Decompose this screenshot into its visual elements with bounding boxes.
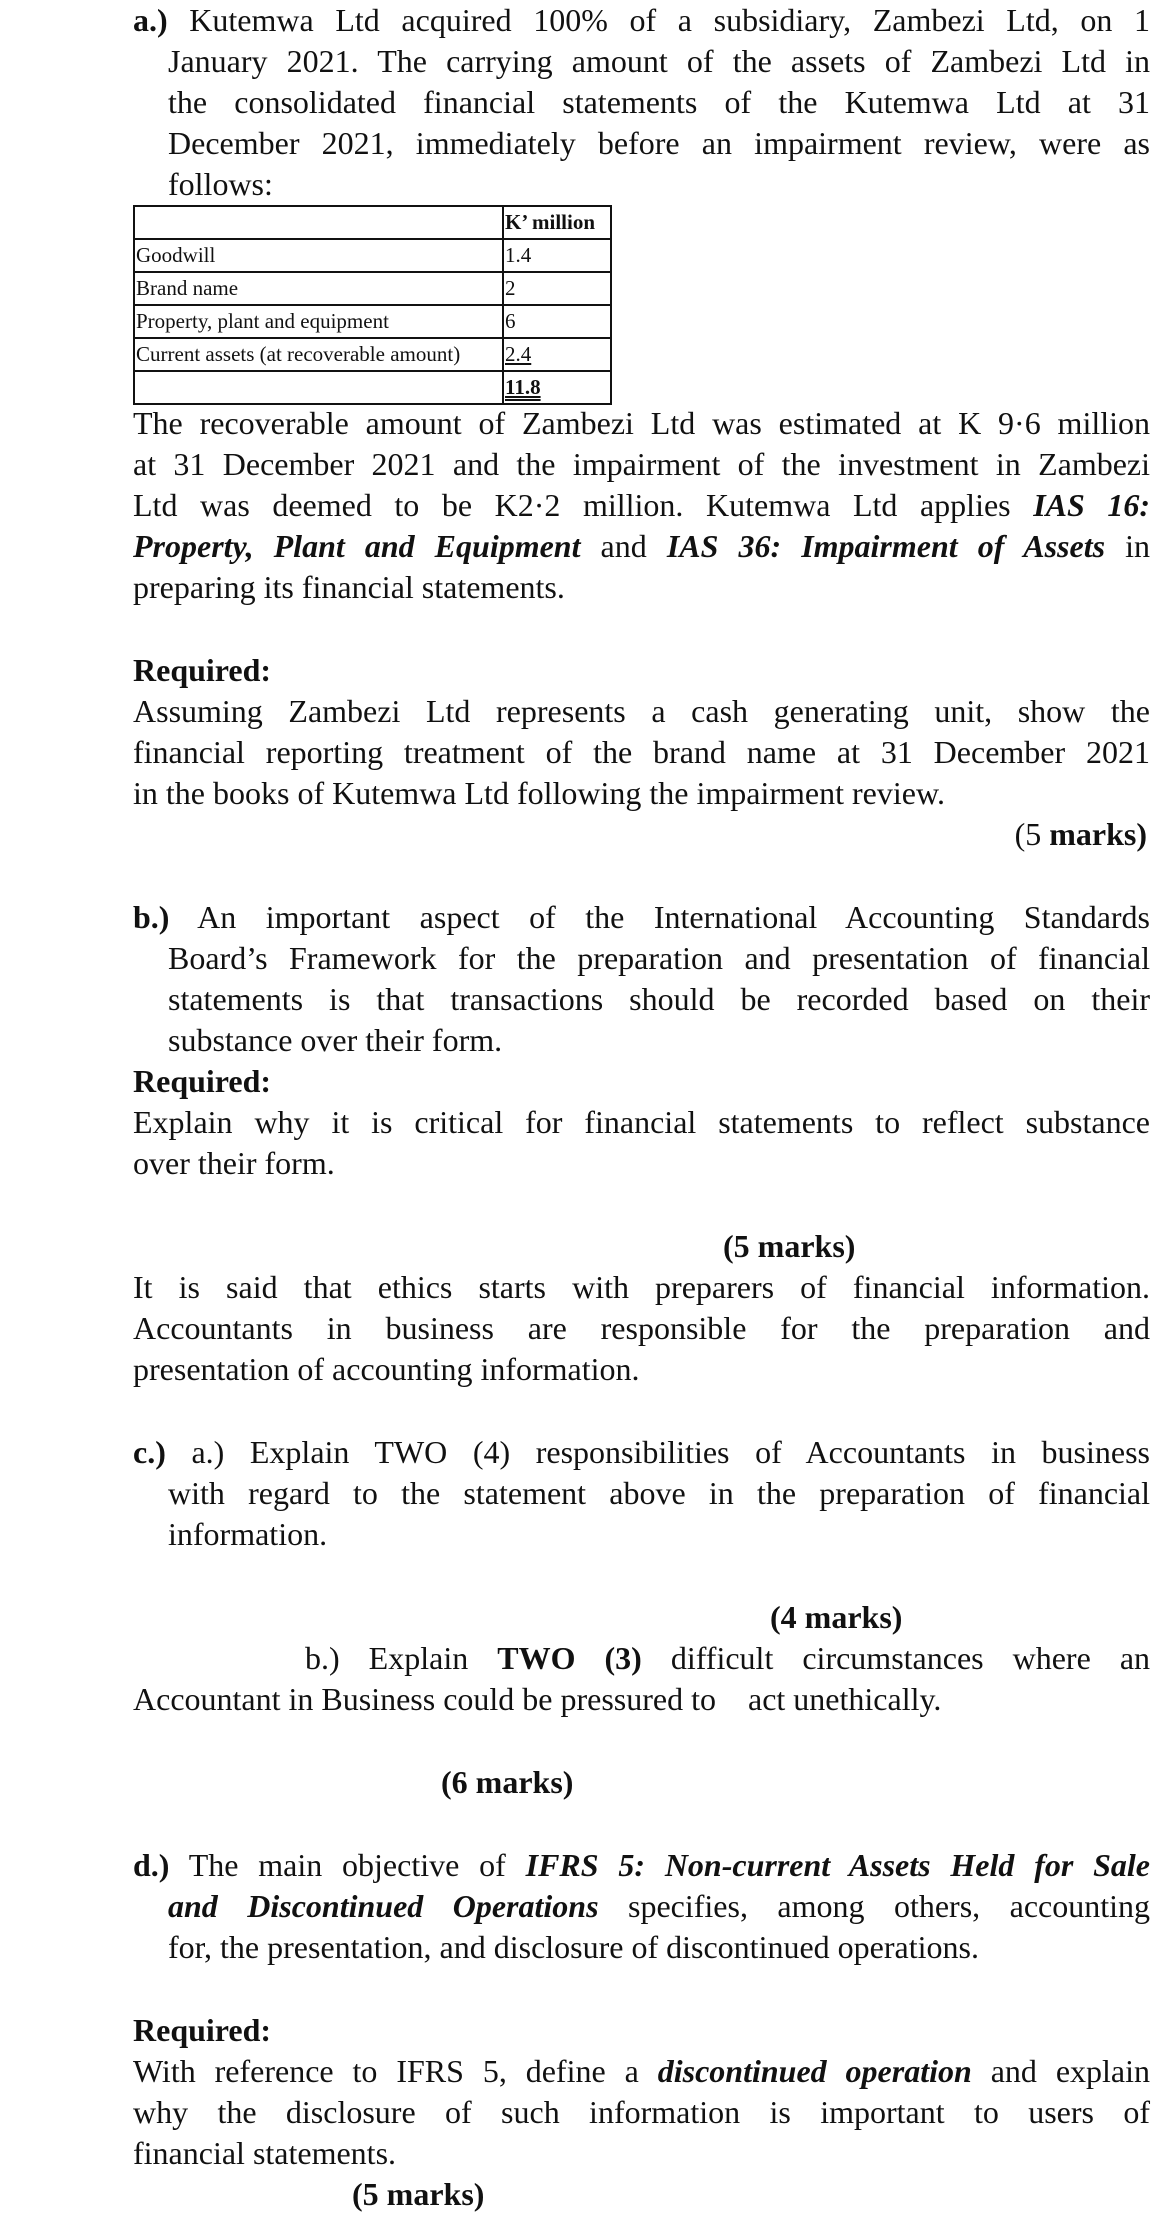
part-a-intro-text: Kutemwa Ltd acquired 100% of a subsidiary, Zambezi Ltd, on 1 — [189, 2, 1151, 38]
row-value-brand-name: 2 — [503, 272, 611, 305]
table-header-blank — [134, 206, 503, 239]
req-text: and explain — [971, 2053, 1151, 2089]
table-row — [134, 338, 611, 371]
part-c-sub-b-marks: (6 marks) — [441, 1764, 574, 1800]
part-a-required-line-1: Assuming Zambezi Ltd represents a cash generating unit, show the — [133, 693, 1150, 729]
part-a-para-line-4 — [133, 526, 1150, 567]
part-a-marks — [1015, 814, 1147, 855]
part-a-para-line-2: at 31 December 2021 and the impairment of the investment in Zambezi — [133, 446, 1150, 482]
para-text: in — [1105, 528, 1150, 564]
part-a-required-label: Required: — [133, 652, 272, 688]
asset-table — [133, 205, 612, 405]
part-c-line-2: with regard to the statement above in the preparation of financial — [168, 1475, 1150, 1511]
part-b-required-line-2: over their form. — [133, 1145, 335, 1181]
part-c-sub-a-marks: (4 marks) — [770, 1599, 903, 1635]
part-b-label: b.) — [133, 899, 170, 935]
para-text: Ltd was deemed to be K2·2 million. Kutemwa Ltd applies — [133, 487, 1034, 523]
row-label-brand-name: Brand name — [134, 272, 503, 305]
part-b-required-line-1: Explain why it is critical for financial statements to reflect substance — [133, 1104, 1150, 1140]
ias16-title: Property, Plant and Equipment — [133, 528, 581, 564]
part-c-line-3: information. — [168, 1516, 328, 1552]
table-row — [134, 305, 611, 338]
part-d-line-2 — [168, 1886, 1150, 1927]
row-label-ppe: Property, plant and equipment — [134, 305, 503, 338]
part-d-marks: (5 marks) — [352, 2176, 485, 2212]
para-text: and — [580, 528, 667, 564]
discontinued-operation-term: discontinued operation — [657, 2053, 972, 2089]
part-c-sub-b-line-2: Accountant in Business could be pressured to act unethically. — [133, 1681, 942, 1717]
part-b-line-3: statements is that transactions should be recorded based on their — [168, 981, 1150, 1017]
part-d-label: d.) — [133, 1847, 170, 1883]
row-value-goodwill: 1.4 — [503, 239, 611, 272]
part-d-line-1 — [133, 1845, 1150, 1886]
table-row — [134, 239, 611, 272]
row-label-goodwill: Goodwill — [134, 239, 503, 272]
part-b-line-1 — [133, 897, 1150, 938]
total-value: 11.8 — [503, 371, 611, 404]
part-d-text: The main objective of — [188, 1847, 526, 1883]
part-a-line-1 — [133, 0, 1150, 41]
row-label-current-assets: Current assets (at recoverable amount) — [134, 338, 503, 371]
part-a-line-2: January 2021. The carrying amount of the assets of Zambezi Ltd in — [168, 43, 1150, 79]
part-b-line-4: substance over their form. — [168, 1022, 503, 1058]
part-b-required-label: Required: — [133, 1063, 272, 1099]
part-c-text: a.) Explain TWO (4) responsibilities of Accountants in business — [191, 1434, 1150, 1470]
part-b-text: An important aspect of the International Accounting Standards — [197, 899, 1151, 935]
part-b-line-2: Board’s Framework for the preparation and presentation of financial — [168, 940, 1150, 976]
ethics-line-3: presentation of accounting information. — [133, 1351, 640, 1387]
table-header-unit: K’ million — [503, 206, 611, 239]
part-d-required-label: Required: — [133, 2012, 272, 2048]
sub-b-text: b.) Explain — [305, 1640, 498, 1676]
req-text: With reference to IFRS 5, define a — [133, 2053, 658, 2089]
ethics-line-2: Accountants in business are responsible for the preparation and — [133, 1310, 1150, 1346]
ias36-ref: IAS 36: Impairment of Assets — [666, 528, 1106, 564]
part-b-marks: (5 marks) — [723, 1228, 856, 1264]
table-total-row — [134, 371, 611, 404]
part-a-line-4: December 2021, immediately before an impairment review, were as — [168, 125, 1150, 161]
marks-word: marks) — [1049, 816, 1147, 852]
part-d-line-3: for, the presentation, and disclosure of discontinued operations. — [168, 1929, 979, 1965]
part-d-text: specifies, among others, accounting — [598, 1888, 1151, 1924]
sub-b-text: difficult circumstances where an — [641, 1640, 1151, 1676]
part-a-para-line-1: The recoverable amount of Zambezi Ltd was estimated at K 9·6 million — [133, 405, 1150, 441]
ias16-ref: IAS 16: — [1033, 487, 1151, 523]
sub-b-count: TWO (3) — [497, 1640, 642, 1676]
part-a-para-line-3 — [133, 485, 1150, 526]
part-d-required-line-3: financial statements. — [133, 2135, 397, 2171]
part-a-required-line-2: financial reporting treatment of the brand name at 31 December 2021 — [133, 734, 1150, 770]
part-d-required-line-1 — [133, 2051, 1150, 2092]
ifrs5-title: IFRS 5: Non-current Assets Held for Sale — [525, 1847, 1151, 1883]
marks-open: (5 — [1014, 816, 1050, 852]
ifrs5-title-cont: and Discontinued Operations — [168, 1888, 599, 1924]
ethics-line-1: It is said that ethics starts with preparers of financial information. — [133, 1269, 1150, 1305]
table-row — [134, 272, 611, 305]
row-value-current-assets: 2.4 — [503, 338, 611, 371]
part-c-label: c.) — [133, 1434, 166, 1470]
total-label-blank — [134, 371, 503, 404]
row-value-ppe: 6 — [503, 305, 611, 338]
part-c-sub-b-line-1 — [305, 1638, 1150, 1679]
part-a-para-line-5: preparing its financial statements. — [133, 569, 565, 605]
part-a-line-3: the consolidated financial statements of the Kutemwa Ltd at 31 — [168, 84, 1150, 120]
part-c-line-1 — [133, 1432, 1150, 1473]
part-a-required-line-3: in the books of Kutemwa Ltd following the impairment review. — [133, 775, 945, 811]
part-d-required-line-2: why the disclosure of such information is important to users of — [133, 2094, 1150, 2130]
part-a-label: a.) — [133, 2, 168, 38]
part-a-line-5: follows: — [168, 166, 273, 202]
table-header-row — [134, 206, 611, 239]
